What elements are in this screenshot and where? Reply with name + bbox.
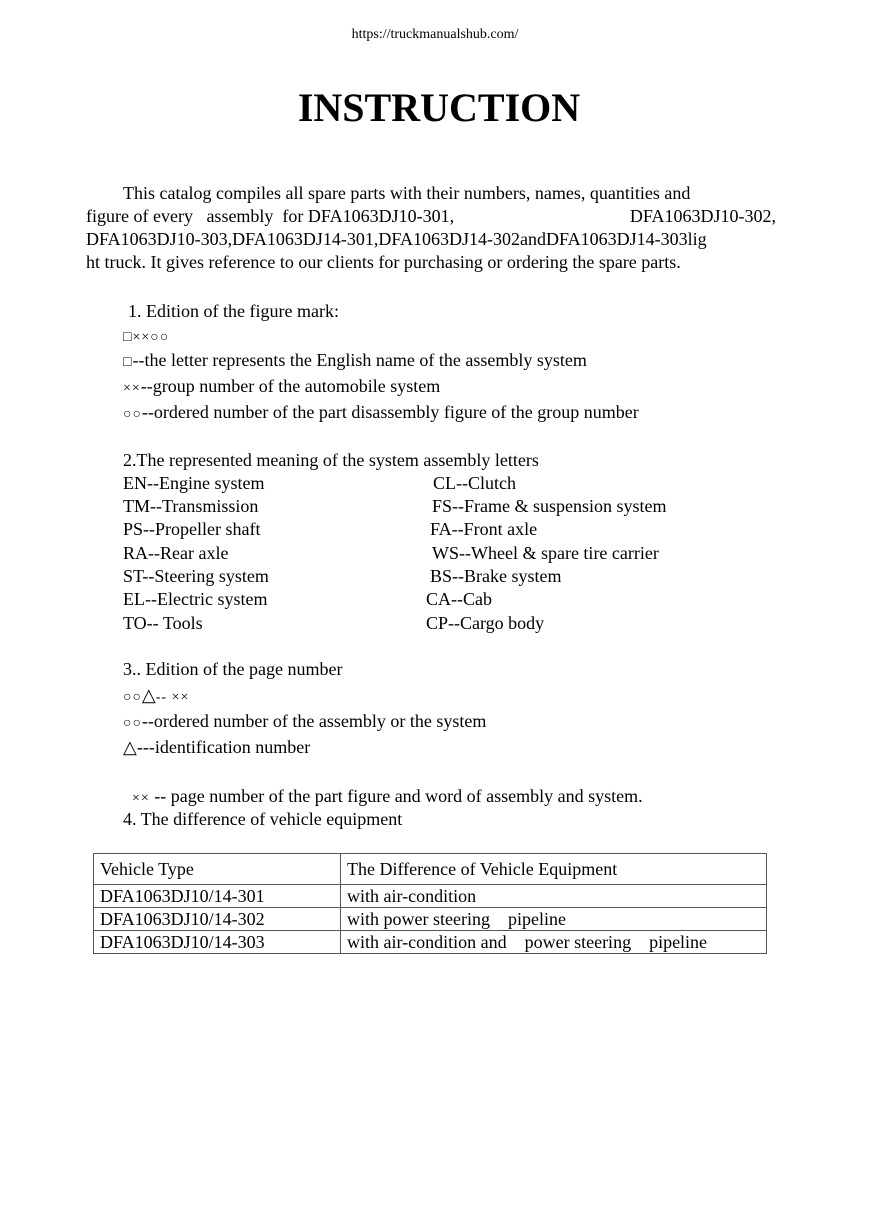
system-code-left: EL--Electric system: [123, 589, 268, 609]
system-code-right: BS--Brake system: [430, 566, 562, 586]
system-code-left: ST--Steering system: [123, 566, 269, 586]
system-code-right: CA--Cab: [426, 589, 492, 609]
intro-line-2b: DFA1063DJ10-302,: [629, 206, 776, 226]
section3-pattern-rest: -- ××: [155, 690, 190, 705]
section1-pattern: □××○○: [123, 330, 170, 345]
section1-item-symbol: □: [123, 355, 133, 370]
intro-paragraph: [86, 182, 776, 274]
table-header-cell: The Difference of Vehicle Equipment: [341, 854, 767, 885]
section3-item-text: --ordered number of the assembly or the system: [141, 711, 487, 731]
system-code-right: CL--Clutch: [433, 473, 516, 493]
section1-item: [123, 349, 587, 374]
intro-line-2a: figure of every assembly for DFA1063DJ10-301,: [86, 206, 455, 226]
section3-pattern-circles: ○○: [123, 690, 142, 705]
section3-item-symbol: ○○: [123, 716, 142, 731]
system-code-left: PS--Propeller shaft: [123, 519, 261, 539]
page-title: INSTRUCTION: [297, 85, 581, 130]
intro-line-2: [86, 205, 776, 228]
table-row: [94, 931, 767, 954]
system-code-right: FS--Frame & suspension system: [432, 496, 667, 516]
table-header-row: [94, 854, 767, 885]
triangle-icon: △: [123, 737, 137, 757]
table-cell: DFA1063DJ10/14-302: [94, 908, 341, 931]
table-row: [94, 885, 767, 908]
table-cell: DFA1063DJ10/14-301: [94, 885, 341, 908]
section3-item-text: -- page number of the part figure and word of assembly and system.: [149, 786, 643, 806]
section1-item-symbol: ××: [123, 381, 141, 396]
section1-item-symbol: ○○: [123, 407, 142, 422]
header-url: https://truckmanualshub.com/: [351, 27, 519, 42]
table-cell: with power steering pipeline: [341, 908, 767, 931]
table-cell: with air-condition: [341, 885, 767, 908]
table-header-cell: Vehicle Type: [94, 854, 341, 885]
section1-item: [123, 401, 639, 426]
section3-heading: 3.. Edition of the page number: [123, 659, 343, 679]
section2-heading: 2.The represented meaning of the system assembly letters: [123, 450, 539, 470]
intro-line-3: DFA1063DJ10-303,DFA1063DJ14-301,DFA1063DJ14-302andDFA1063DJ14-303lig: [86, 229, 707, 249]
intro-line-1: This catalog compiles all spare parts with their numbers, names, quantities and: [123, 183, 691, 203]
section3-item: [123, 736, 310, 759]
section1-item-text: --ordered number of the part disassembly figure of the group number: [141, 402, 639, 422]
triangle-icon: △: [141, 685, 156, 705]
section3-pattern: [123, 684, 189, 709]
table-row: [94, 908, 767, 931]
system-code-left: TM--Transmission: [123, 496, 259, 516]
section3-item-text: ---identification number: [136, 737, 311, 757]
section1-item-text: --the letter represents the English name of the assembly system: [132, 350, 587, 370]
system-code-left: RA--Rear axle: [123, 543, 229, 563]
system-code-right: WS--Wheel & spare tire carrier: [432, 543, 659, 563]
section1-item: [123, 375, 440, 400]
section1-item-text: --group number of the automobile system: [140, 376, 441, 396]
table-cell: DFA1063DJ10/14-303: [94, 931, 341, 954]
system-code-left: EN--Engine system: [123, 473, 265, 493]
section3-item-symbol: ××: [132, 791, 150, 806]
table-cell: with air-condition and power steering pipeline: [341, 931, 767, 954]
system-code-right: CP--Cargo body: [426, 613, 545, 633]
section4-heading: 4. The difference of vehicle equipment: [123, 809, 403, 829]
vehicle-equipment-table: [93, 853, 767, 954]
intro-line-4: ht truck. It gives reference to our clients for purchasing or ordering the spare parts.: [86, 252, 681, 272]
section3-item: [123, 762, 643, 810]
section3-item: [123, 710, 486, 735]
system-code-left: TO-- Tools: [123, 613, 203, 633]
section1-heading: 1. Edition of the figure mark:: [128, 301, 339, 321]
system-code-right: FA--Front axle: [430, 519, 538, 539]
